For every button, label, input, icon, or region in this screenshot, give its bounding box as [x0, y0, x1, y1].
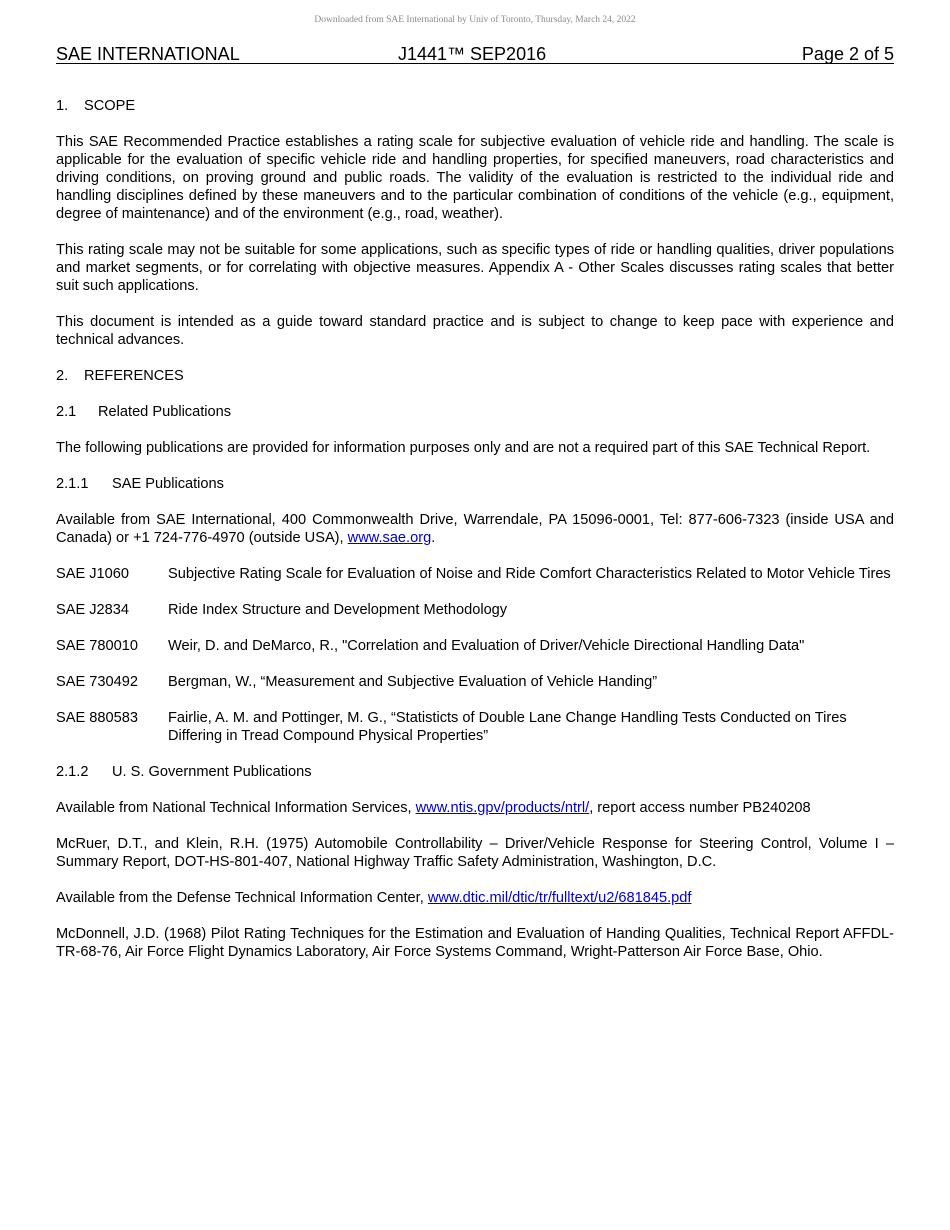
section-title: REFERENCES: [84, 368, 184, 384]
subsection-title: Related Publications: [98, 404, 232, 420]
section-heading-references: [56, 367, 894, 385]
section-heading-scope: [56, 97, 894, 115]
reference-entry: [56, 637, 894, 655]
subsection-number: 2.1.2: [56, 764, 89, 780]
section-number: 2.: [56, 368, 69, 384]
document-body: [56, 97, 894, 979]
related-intro-paragraph: The following publications are provided for information purposes only and are not a required part of this SAE Technical Report.: [56, 440, 871, 456]
header-page-number: Page 2 of 5: [801, 44, 894, 64]
reference-title: Weir, D. and DeMarco, R., "Correlation and Evaluation of Driver/Vehicle Directional Handling Data": [168, 638, 805, 654]
download-watermark: Downloaded from SAE International by Univ of Toronto, Thursday, March 24, 2022: [314, 15, 636, 25]
subsection-number: 2.1.1: [56, 476, 89, 492]
page-header: [56, 43, 894, 64]
reference-entry: [56, 673, 894, 691]
mcruer-reference: McRuer, D.T., and Klein, R.H. (1975) Automobile Controllability – Driver/Vehicle Response for Steering Control, Volume I – Summary Report, DOT-HS-801-407, National Highway Traffic Safety Administration, Washington, D.C.: [56, 836, 894, 870]
subsection-title: U. S. Government Publications: [112, 764, 312, 780]
reference-id: SAE J1060: [56, 566, 130, 582]
sae-availability-text: Available from SAE International, 400 Commonwealth Drive, Warrendale, PA 15096-0001, Tel: 877-606-7323 (inside USA and Canada) or +1 724-776-4970 (outside USA),: [56, 512, 894, 546]
mcdonnell-reference: McDonnell, J.D. (1968) Pilot Rating Techniques for the Estimation and Evaluation of Handing Qualities, Technical Report AFFDL-TR-68-76, Air Force Flight Dynamics Laboratory, Air Force Systems Command, Wright-Patterson Air Force Base, Ohio.: [56, 926, 894, 960]
section-title: SCOPE: [84, 98, 136, 114]
sae-website-link[interactable]: www.sae.org: [347, 530, 432, 546]
sae-availability-paragraph: [56, 511, 894, 547]
reference-id: SAE 880583: [56, 710, 138, 726]
section-number: 1.: [56, 98, 69, 114]
subsection-heading-related: [56, 403, 894, 421]
ntis-text: Available from National Technical Information Services,: [56, 800, 416, 816]
reference-id: SAE 780010: [56, 638, 138, 654]
dtic-text: Available from the Defense Technical Information Center,: [56, 890, 428, 906]
reference-entry: [56, 601, 894, 619]
ntis-text-end: , report access number PB240208: [589, 800, 811, 816]
reference-title: Subjective Rating Scale for Evaluation of Noise and Ride Comfort Characteristics Related to Motor Vehicle Tires: [168, 566, 891, 582]
reference-entry: [56, 565, 894, 583]
sae-availability-end: .: [431, 530, 436, 546]
reference-id: SAE J2834: [56, 602, 130, 618]
subsection-title: SAE Publications: [112, 476, 224, 492]
subsection-heading-gov: [56, 763, 894, 781]
dtic-availability-paragraph: [56, 889, 894, 907]
reference-title: Fairlie, A. M. and Pottinger, M. G., “Statisticts of Double Lane Change Handling Tests Conducted on Tires Differing in Tread Compound Physical Properties”: [168, 710, 847, 744]
header-doc-id: J1441™ SEP2016: [398, 44, 547, 64]
subsection-heading-sae: [56, 475, 894, 493]
reference-entry: [56, 709, 894, 745]
scope-paragraph: This rating scale may not be suitable for some applications, such as specific types of ride or handling qualities, driver populations and market segments, or for correlating with objective measures. Appendix A - Other Scales discusses rating scales that better suit such applications.: [56, 242, 894, 294]
dtic-link[interactable]: www.dtic.mil/dtic/tr/fulltext/u2/681845.pdf: [427, 890, 692, 906]
reference-id: SAE 730492: [56, 674, 138, 690]
scope-paragraph: This SAE Recommended Practice establishes a rating scale for subjective evaluation of vehicle ride and handling. The scale is applicable for the evaluation of specific vehicle ride and handling properties, for specified maneuvers, road characteristics and driving conditions, on proving ground and public roads. The validity of the evaluation is restricted to the individual ride and handling disciplines defined by these maneuvers and to the particular combination of conditions of the vehicle (e.g., equipment, degree of maintenance) and of the environment (e.g., road, weather).: [56, 134, 894, 222]
scope-paragraph: This document is intended as a guide toward standard practice and is subject to change to keep pace with experience and technical advances.: [56, 314, 894, 348]
subsection-number: 2.1: [56, 404, 77, 420]
ntis-availability-paragraph: [56, 799, 894, 817]
ntis-link[interactable]: www.ntis.gpv/products/ntrl/: [415, 800, 590, 816]
reference-title: Bergman, W., “Measurement and Subjective Evaluation of Vehicle Handing”: [168, 674, 658, 690]
header-org: SAE INTERNATIONAL: [56, 44, 240, 64]
reference-title: Ride Index Structure and Development Methodology: [168, 602, 508, 618]
